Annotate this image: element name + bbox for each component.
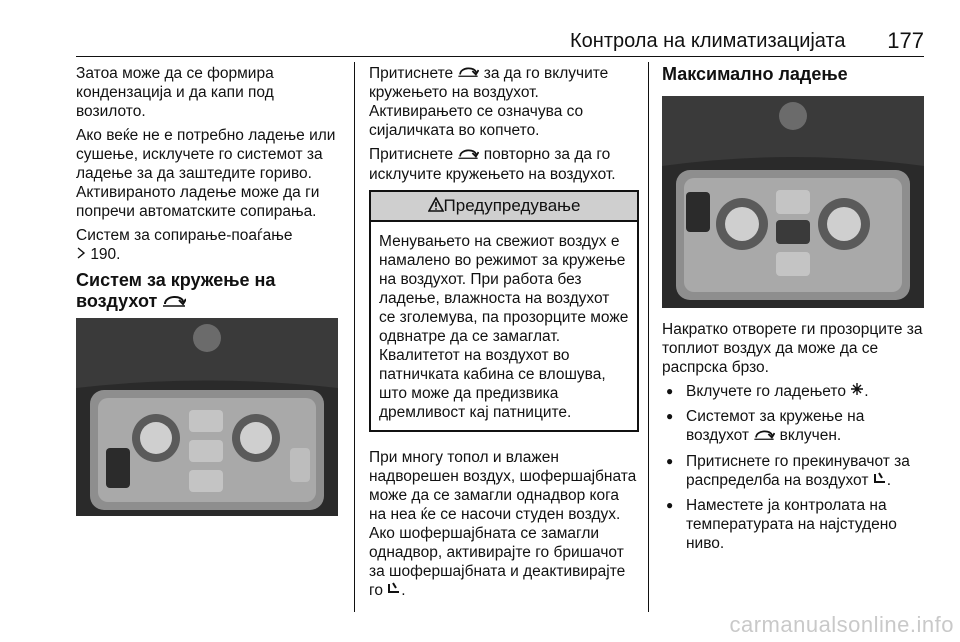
recirculation-icon [162,292,186,313]
paragraph-switch-off: Ако веќе не е потребно ладење или сушење, исклучете го системот за ладење за да заштедите гориво. Активираното ладење може да ги попречи автоматските сопирања. [76,127,336,220]
paragraph-press-on: Притиснете за да го вклучите кружењето на воздухот. Активирањето се означува со сијаличката во копчето. [369,65,609,140]
warning-box [369,190,639,432]
air-distribution-icon [387,581,401,600]
list-item: ● Наместете ја контролата на температурата на најстудено ниво. [662,496,928,553]
column-right-text [662,320,928,559]
column-divider-1 [354,62,355,612]
column-left [76,64,346,317]
warning-title: Предупредување [443,195,581,215]
reference-arrow-icon [76,245,86,264]
recirculation-icon [457,64,479,83]
air-distribution-icon [873,471,887,490]
snowflake-icon [850,382,864,401]
recirculation-icon [753,427,775,446]
recirculation-icon [457,146,479,165]
page-header-title: Контрола на климатизацијата [570,30,846,52]
cooling-steps-list [662,382,928,553]
paragraph-press-off: Притиснете повторно за да го исклучите кружењето на воздухот. [369,146,616,183]
paragraph-condensation: Затоа може да се формира кондензација и да капи под возилото. [76,65,274,120]
column-right [662,64,928,89]
stop-start-page-ref[interactable]: 190. [90,246,121,263]
watermark: carmanualsonline.info [729,612,954,637]
stop-start-label: Систем за сопирање-поаѓање [76,227,293,244]
climate-panel-photo-2 [662,96,924,308]
paragraph-humid-air: При многу топол и влажен надворешен воздух, шофершајбната може да се замагли однадвор кога на неа ќе се насочи студен воздух. Ако шофершајбната се замагли однадвор, активирајте го бришачот за шофершајбната и деактивирајте го . [369,448,637,599]
column-divider-2 [648,62,649,612]
paragraph-open-windows: Накратко отворете ги прозорците за топлиот воздух да може да се распрска брзо. [662,321,923,376]
list-item: ● Системот за кружење на воздухот вклучен. [662,407,928,445]
section-heading-max-cooling: Максимално ладење [662,64,848,84]
paragraph-stop-start [76,226,346,264]
header-rule [76,56,924,57]
list-item: ● Вклучете го ладењето . [662,382,928,401]
section-heading-recirculation: Систем за кружење на воздухот [76,270,276,312]
warning-body: Менувањето на свежиот воздух е намалено во режимот за кружење на воздухот. При работа без ладење, влажноста на воздухот се зголемува, па прозорците може одвнатре да се замаглат. Квалитетот на воздухот во патничката кабина се влошува, што може да предизвика дремливост кај патниците. [379,232,629,421]
climate-panel-photo [76,318,338,516]
warning-header [371,192,637,222]
column-middle [369,64,639,605]
page-number: 177 [887,28,924,53]
warning-triangle-icon [428,197,444,216]
list-item: ● Притиснете го прекинувачот за распределба на воздухот . [662,452,928,490]
